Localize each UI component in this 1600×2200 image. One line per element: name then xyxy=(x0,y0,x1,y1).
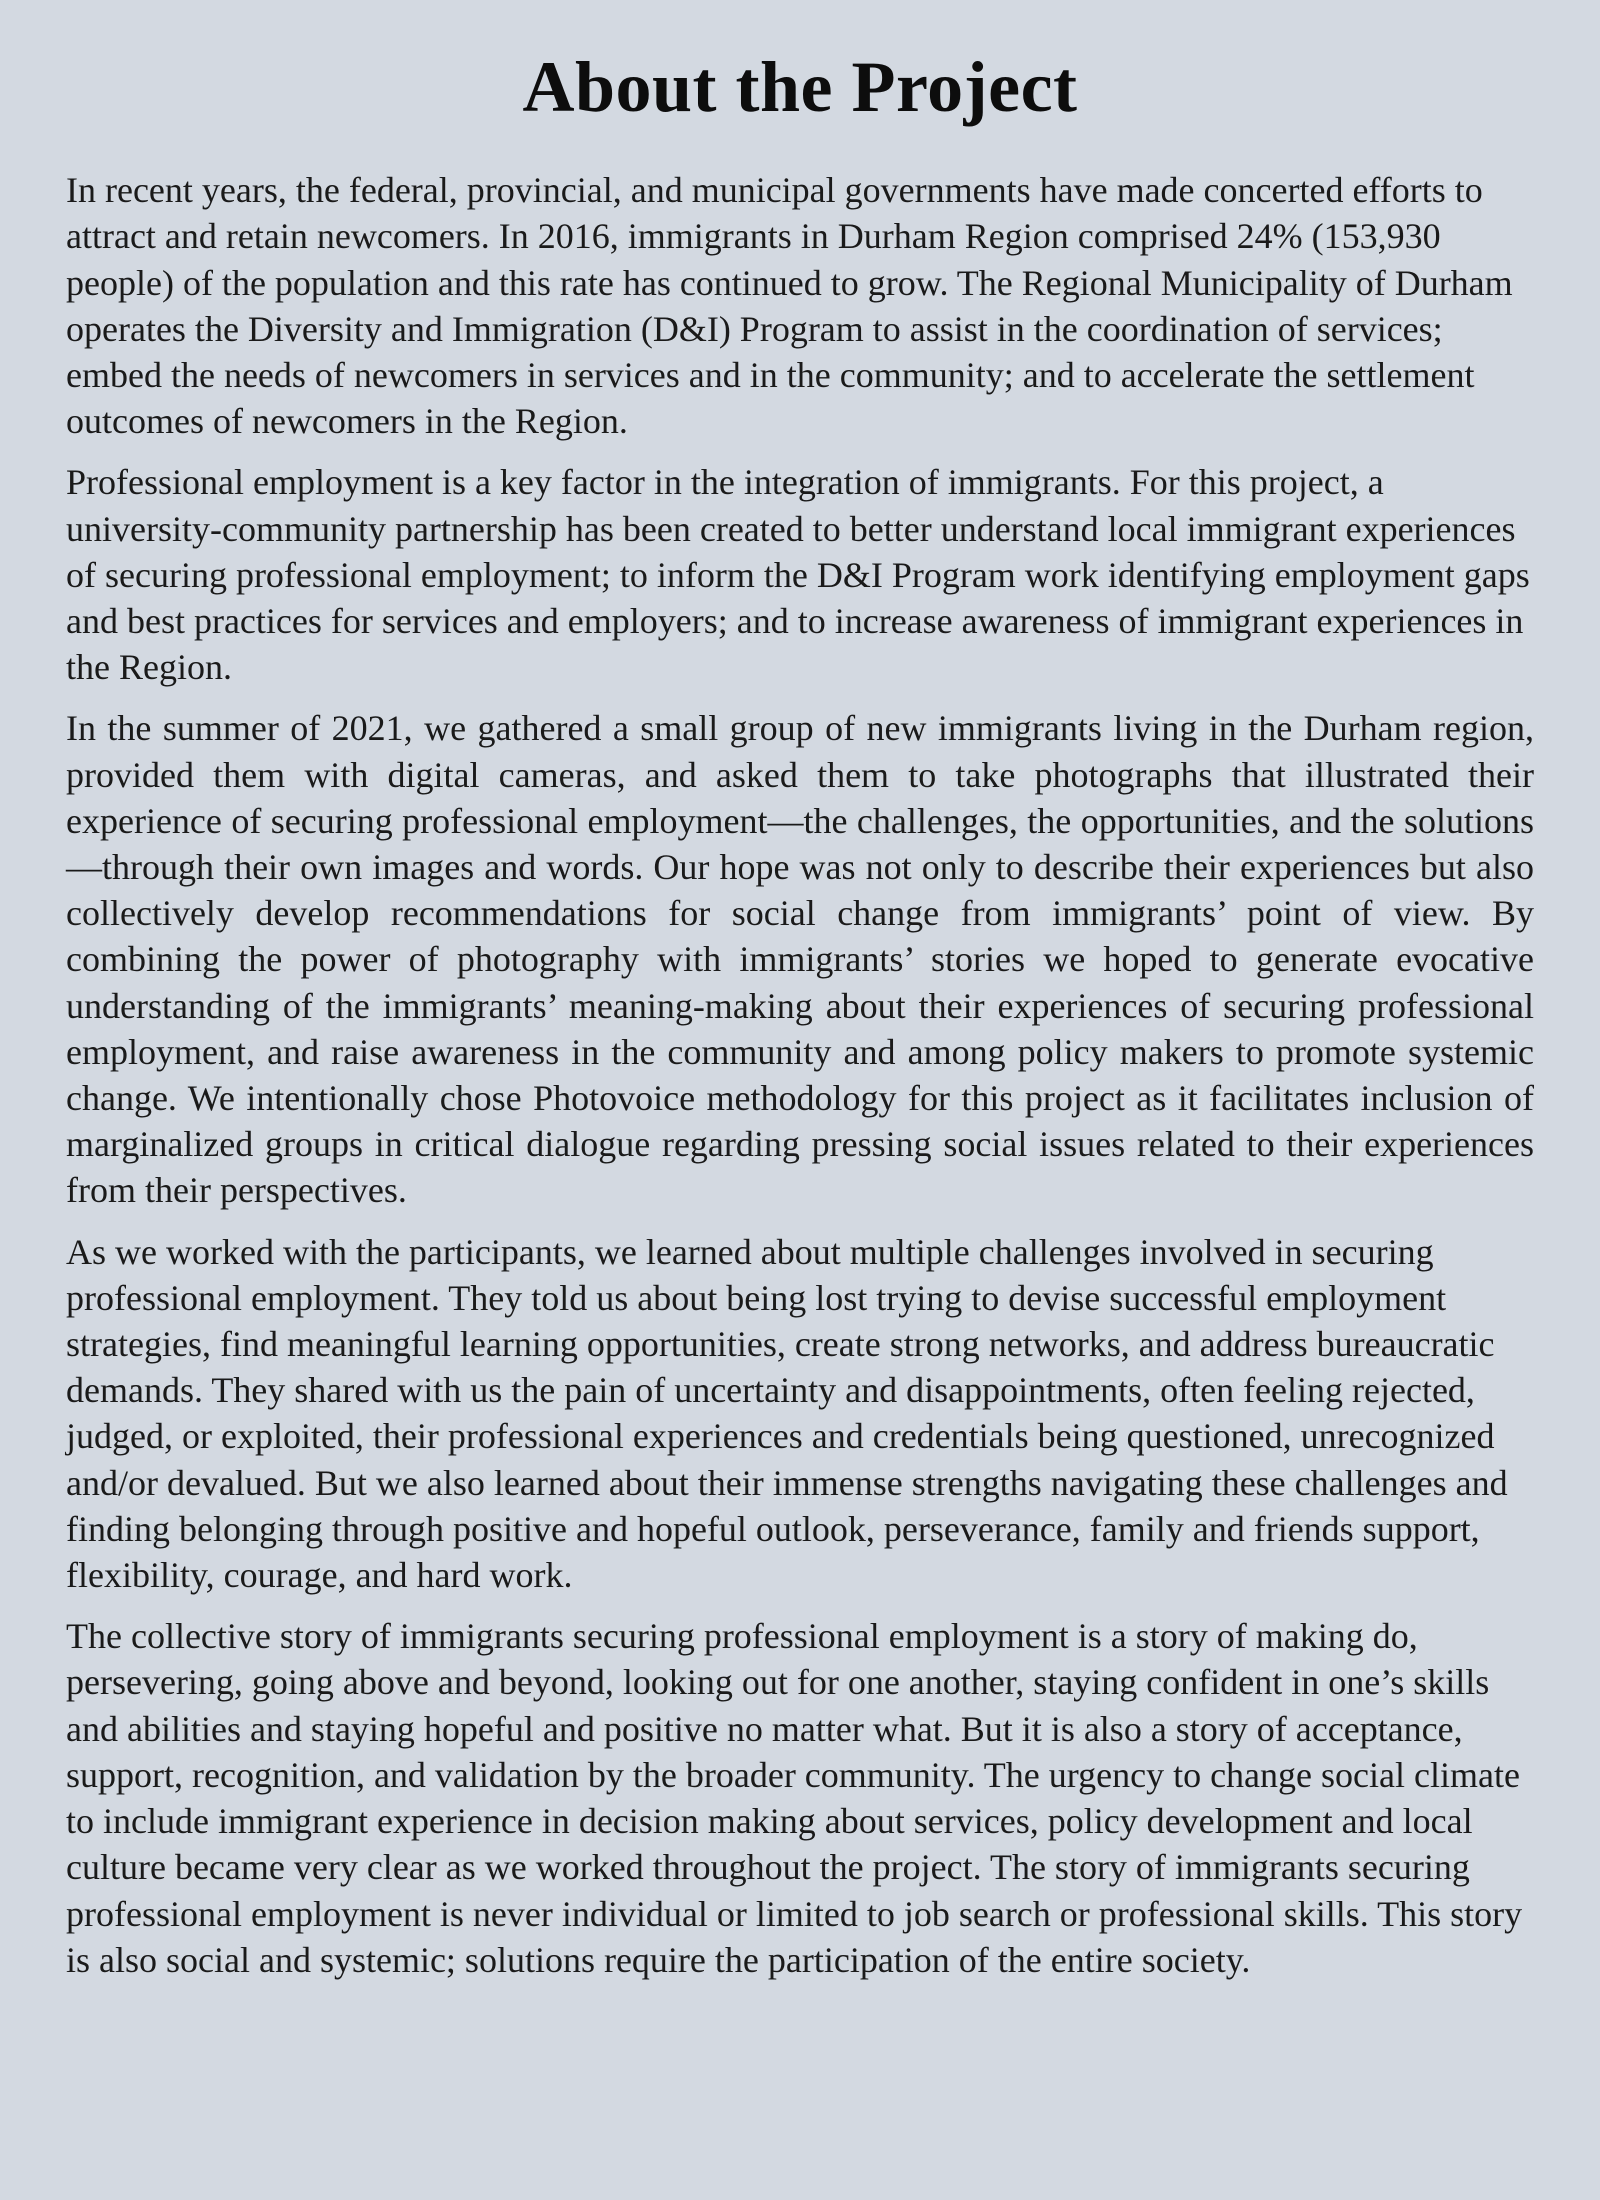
paragraph-challenges: As we worked with the participants, we learned about multiple challenges involved in securing professional employment. They told us about being lost trying to devise successful employment strategies, find meaningful learning opportunities, create strong networks, and address bureaucratic demands. They shared with us the pain of uncertainty and disappointments, often feeling rejected, judged, or exploited, their professional experiences and credentials being questioned, unrecognized and/or devalued. But we also learned about their immense strengths navigating these challenges and finding belonging through positive and hopeful outlook, perseverance, family and friends support, flexibility, courage, and hard work. xyxy=(66,1231,1508,1596)
paragraph-intro: In recent years, the federal, provincial, and municipal governments have made concerted efforts to attract and retain newcomers. In 2016, immigrants in Durham Region comprised 24% (153,930 people) of the population and this rate has continued to grow. The Regional Municipality of Durham operates the Diversity and Immigration (D&I) Program to assist in the coordination of services; embed the needs of newcomers in services and in the community; and to accelerate the settlement outcomes of newcomers in the Region. xyxy=(66,170,1513,442)
paragraph-collective-story: The collective story of immigrants securing professional employment is a story of making do, persevering, going above and beyond, looking out for one another, staying confident in one’s skills and abilities and staying hopeful and positive no matter what. But it is also a story of acceptance, support, recognition, and validation by the broader community. The urgency to change social climate to include immigrant experience in decision making about services, policy development and local culture became very clear as we worked throughout the project. The story of immigrants securing professional employment is never individual or limited to job search or professional skills. This story is also social and systemic; solutions require the participation of the entire society. xyxy=(66,1616,1523,1980)
paragraph-employment: Professional employment is a key factor in the integration of immigrants. For this project, a university-community partnership has been created to better understand local immigrant experiences of securing professional employment; to inform the D&I Program work identifying employment gaps and best practices for services and employers; and to increase awareness of immigrant experiences in the Region. xyxy=(66,462,1530,688)
page-title: About the Project xyxy=(522,47,1078,127)
paragraph-photovoice: In the summer of 2021, we gathered a small group of new immigrants living in the Durham region, provided them with digital cameras, and asked them to take photographs that illustrated their experience of securing professional employment—the challenges, the opportunities, and the solutions—through their own images and words. Our hope was not only to describe their experiences but also collectively develop recommendations for social change from immigrants’ point of view. By combining the power of photography with immigrants’ stories we hoped to generate evocative understanding of the immigrants’ meaning-making about their experiences of securing professional employment, and raise awareness in the community and among policy makers to promote systemic change. We intentionally chose Photovoice methodology for this project as it facilitates inclusion of marginalized groups in critical dialogue regarding pressing social issues related to their experiences from their perspectives. xyxy=(66,708,1534,1211)
